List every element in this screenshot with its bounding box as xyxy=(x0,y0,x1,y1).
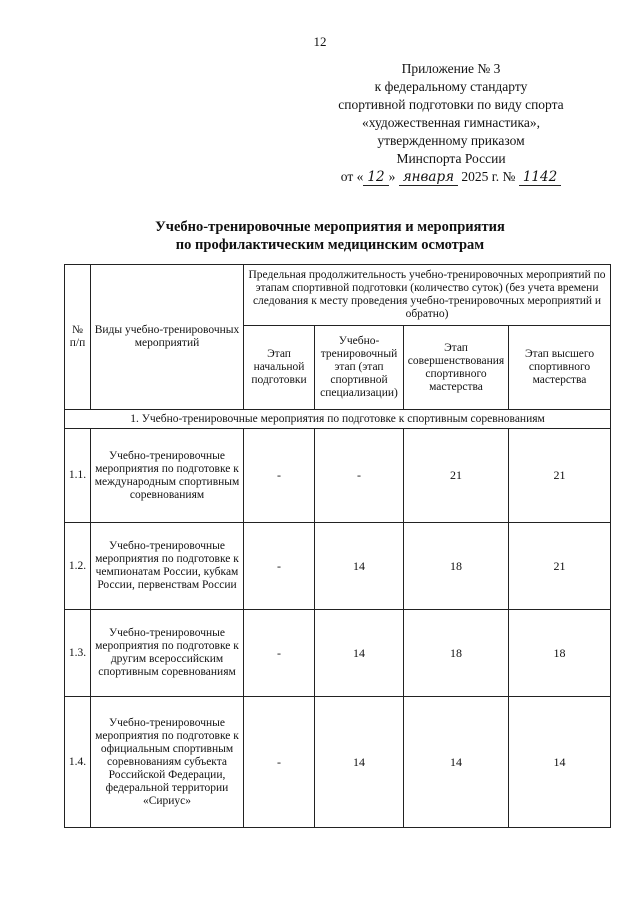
date-mid: » xyxy=(388,169,396,184)
header-kind: Виды учебно-тренировочных мероприятий xyxy=(91,265,244,410)
row-value: 14 xyxy=(315,697,404,828)
document-title xyxy=(0,218,640,254)
header-stage: Этап начальной подготовки xyxy=(244,326,315,410)
row-name: Учебно-тренировочные мероприятия по подготовке к другим всероссийским спортивным соревнованиям xyxy=(91,610,244,697)
title-line: Учебно-тренировочные мероприятия и мероприятия xyxy=(155,219,505,235)
row-number: 1.4. xyxy=(65,697,91,828)
row-value: 14 xyxy=(315,523,404,610)
row-value: - xyxy=(244,429,315,523)
table-row xyxy=(65,697,611,828)
appendix-line: спортивной подготовки по виду спорта xyxy=(338,97,564,112)
row-value: - xyxy=(244,523,315,610)
row-number: 1.3. xyxy=(65,610,91,697)
table-row xyxy=(65,610,611,697)
row-value: 21 xyxy=(509,523,611,610)
header-num: № п/п xyxy=(65,265,91,410)
row-value: 14 xyxy=(315,610,404,697)
appendix-line: Минспорта России xyxy=(396,151,506,166)
row-value: 18 xyxy=(509,610,611,697)
date-year: 2025 г. № xyxy=(461,169,516,184)
row-value: 14 xyxy=(404,697,509,828)
row-number: 1.1. xyxy=(65,429,91,523)
row-value: - xyxy=(315,429,404,523)
appendix-block xyxy=(316,60,586,186)
appendix-date-line xyxy=(316,168,586,186)
date-day: 12 xyxy=(363,169,388,186)
page-number: 12 xyxy=(313,34,327,49)
row-value: - xyxy=(244,697,315,828)
header-duration: Предельная продолжительность учебно-тренировочных мероприятий по этапам спортивной подготовки (количество суток) (без учета времени следования к месту проведения учебно-тренировочных мероприятий и обратно) xyxy=(244,265,611,326)
title-line: по профилактическим медицинским осмотрам xyxy=(175,237,485,253)
date-month: января xyxy=(399,169,458,186)
row-number: 1.2. xyxy=(65,523,91,610)
row-name: Учебно-тренировочные мероприятия по подготовке к чемпионатам России, кубкам России, первенствам России xyxy=(91,523,244,610)
appendix-line: утвержденному приказом xyxy=(377,133,525,148)
events-table xyxy=(64,264,611,828)
row-name: Учебно-тренировочные мероприятия по подготовке к международным спортивным соревнованиям xyxy=(91,429,244,523)
date-prefix: от « xyxy=(340,169,364,184)
appendix-line: «художественная гимнастика», xyxy=(362,115,540,130)
row-value: 21 xyxy=(509,429,611,523)
table-row xyxy=(65,523,611,610)
row-value: 21 xyxy=(404,429,509,523)
header-stage: Этап совершенствования спортивного мастерства xyxy=(404,326,509,410)
header-stage: Учебно-тренировочный этап (этап спортивной специализации) xyxy=(315,326,404,410)
row-value: - xyxy=(244,610,315,697)
section-row xyxy=(65,410,611,429)
row-name: Учебно-тренировочные мероприятия по подготовке к официальным спортивным соревнованиям субъекта Российской Федерации, федеральной территории «Сириус» xyxy=(91,697,244,828)
row-value: 18 xyxy=(404,610,509,697)
table-row xyxy=(65,429,611,523)
appendix-line: Приложение № 3 xyxy=(401,61,501,76)
row-value: 18 xyxy=(404,523,509,610)
header-stage: Этап высшего спортивного мастерства xyxy=(509,326,611,410)
order-number: 1142 xyxy=(519,169,561,186)
row-value: 14 xyxy=(509,697,611,828)
appendix-line: к федеральному стандарту xyxy=(374,79,528,94)
header-row xyxy=(65,265,611,326)
section-title: 1. Учебно-тренировочные мероприятия по подготовке к спортивным соревнованиям xyxy=(65,410,611,429)
